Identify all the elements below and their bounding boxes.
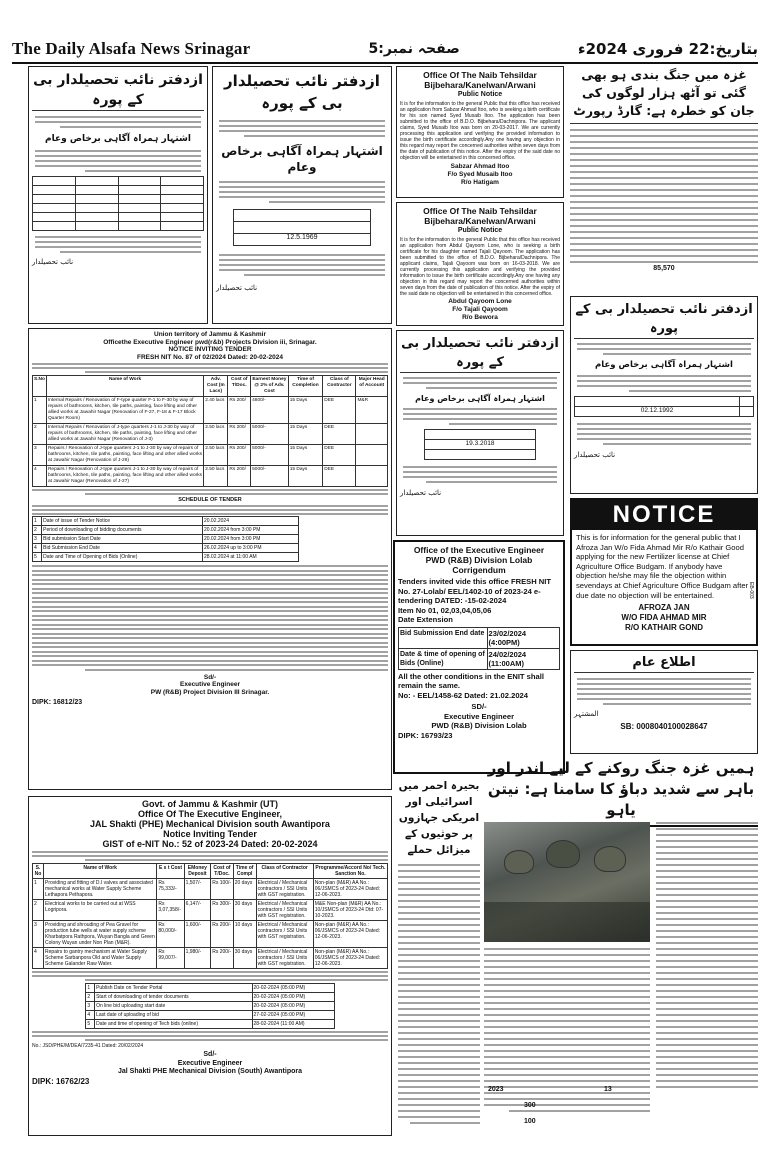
corrigendum-office: Office of the Executive Engineer bbox=[413, 545, 545, 555]
table-cell: Electrical / Mechanical contractors / SSI Units with GST registration. bbox=[256, 921, 313, 948]
notice-body-text-2 bbox=[403, 408, 557, 425]
table-cell: 5000/- bbox=[251, 466, 289, 487]
tender-nit-no: FRESH NIT No. 87 of 02/2024 Dated: 20-02-2024 bbox=[137, 353, 283, 361]
table-cell: Internal Repairs / Renovation of F-type quarter F-1 to F-30 by way of repairs of bathrooms, kitchen, tile paths, painting, face lifting and other allied works at Jawahir Nagar (Renovation of F-27, F-18 & F-17 Block Quarter Room) bbox=[46, 397, 203, 424]
corrigendum-notice bbox=[393, 540, 565, 774]
table-row bbox=[33, 879, 388, 900]
notice-body-text bbox=[35, 116, 201, 128]
table-row bbox=[33, 517, 299, 526]
table-cell: Repairs to gantry mechanism at Water Supply Scheme Sarbanpora Old and Water Supply Scheme Galander Raw Water. bbox=[44, 948, 157, 969]
corrigendum-ext: Date Extension bbox=[398, 615, 453, 624]
dob-value: 12.5.1969 bbox=[234, 234, 371, 246]
table-cell: Providing and fitting of D.I valves and associated mechanical works at Water Supply Scheme Lethapora Pethapora. bbox=[44, 879, 157, 900]
table-cell: Rs 75,333/- bbox=[157, 879, 184, 900]
table-cell: Bid submission Start Date bbox=[42, 535, 203, 544]
sb-account: SB: 0008040100028647 bbox=[620, 722, 708, 731]
story-body-left bbox=[484, 948, 650, 1112]
table-header-cell: Time of Completion bbox=[288, 376, 323, 397]
table-cell: 30 days bbox=[233, 900, 256, 921]
tender-division: JAL Shakti (PHE) Mechanical Division south Awantipora bbox=[90, 819, 330, 829]
applicant-father: F/o Syed Musaib Itoo bbox=[447, 171, 513, 178]
notice-code: EB-003 bbox=[748, 582, 754, 599]
notice-body: It is for the information to the general Public that this office has received an application from Sabzar Ahmad Itoo, who is seeking a birth certificate for his son named Syed Musaib Itoo. The application has been submitted to the office of B.D.O. Bijbehara/Dachnipora. The applicant claims, Syed Musaib Itoo was born on 20-03-2017. We are currently processing this application and verifying the provided information to issue the birth certificate accordingly.Any one having any objection in this regard may report the concerned authorities within seven days from the date of publication of this notice. After the expiry of the said date no objection will be entertained in this concerned office. bbox=[400, 101, 560, 161]
table-cell: 1,507/- bbox=[184, 879, 211, 900]
table-header-cell: Name of Work bbox=[44, 864, 157, 879]
table-cell: DEE bbox=[323, 445, 356, 466]
notice-body-text bbox=[403, 377, 557, 389]
table-cell: Rs 200/ bbox=[228, 466, 251, 487]
tender-sd: Sd/- bbox=[203, 673, 217, 681]
table-cell: 3 bbox=[33, 445, 47, 466]
notice-subtitle: Public Notice bbox=[457, 91, 503, 98]
table-row bbox=[33, 445, 388, 466]
table-header-cell: Cost of T/Doc. bbox=[211, 864, 233, 879]
notice-body-text-2 bbox=[219, 181, 385, 203]
corrigendum-items: Item No 01, 02,03,04,05,06 bbox=[398, 605, 492, 615]
notice-title: اطلاع عام bbox=[574, 654, 754, 673]
table-cell: 20-02-2024 (05:00 PM) bbox=[252, 993, 334, 1002]
table-cell: 2 bbox=[86, 993, 95, 1002]
story-headline: بحیرہ احمر میں اسرائیلی اور امریکی جہازوں پر حوثیوں کے میزائل حملے bbox=[398, 780, 480, 856]
corrigendum-remain: All the other conditions in the ENIT shall remain the same. bbox=[398, 671, 544, 690]
table-header-cell: Major Head of Account bbox=[356, 376, 388, 397]
table-row bbox=[33, 921, 388, 948]
notice-subtitle: اشتہار ہمراہ آگاہی برخاص وعام bbox=[415, 394, 545, 403]
tender-position-text bbox=[32, 489, 388, 495]
table-row bbox=[33, 526, 299, 535]
tehsildar-notice-1 bbox=[28, 66, 208, 324]
tender-intro bbox=[32, 363, 388, 373]
table-cell: 4 bbox=[33, 466, 47, 487]
table-cell: DEE bbox=[323, 397, 356, 424]
table-cell: 4 bbox=[33, 544, 42, 553]
corrigendum-no: No: - EEL/1458-62 Dated: 21.02.2024 bbox=[398, 690, 528, 700]
tender-works-table bbox=[32, 863, 388, 969]
applicant-residence: R/o Hatigam bbox=[461, 179, 499, 186]
table-header-cell: E s t Cost bbox=[157, 864, 184, 879]
tender-sign-title: Executive Engineer bbox=[180, 681, 240, 688]
table-cell: Bid Submission End Date bbox=[42, 544, 203, 553]
story-number-100: 100 bbox=[524, 1118, 536, 1125]
tehsildar-notice-3 bbox=[396, 330, 564, 536]
table-cell: 15 Days bbox=[288, 445, 323, 466]
notice-title: Office Of The Naib Tehsildar Bijbehara/Kanelwan/Arwani bbox=[423, 206, 537, 226]
applicant-name: Sabzar Ahmad Itoo bbox=[450, 163, 510, 170]
notice-body-text bbox=[577, 343, 751, 355]
tender-works-table bbox=[32, 375, 388, 487]
tender-sd: Sd/- bbox=[203, 1051, 217, 1058]
tender-sign-title: Executive Engineer bbox=[177, 1059, 243, 1067]
notice-footer-text bbox=[219, 254, 385, 276]
corrigendum-sign-division: PWD (R&B) Division Lolab bbox=[431, 721, 527, 730]
notice-title: ازدفتر نائب تحصیلدار بی کے پورہ bbox=[32, 70, 204, 111]
tender-note-text bbox=[32, 1031, 388, 1041]
table-cell: 27-02-2024 (05:00 PM) bbox=[252, 1011, 334, 1020]
tender-terms-text bbox=[32, 565, 388, 671]
table-cell: Date and time of opening of Tech bids (online) bbox=[95, 1020, 252, 1029]
corrigendum-division: PWD (R&B) Division Lolab bbox=[425, 555, 533, 565]
table-cell: Non-plan (M&R) AA No.: 06/JSMCS of 2023-24 Dated: 12-06-2023. bbox=[313, 879, 387, 900]
dob-value: 19.3.2018 bbox=[425, 440, 536, 450]
table-cell: On line bid uploading start date bbox=[95, 1002, 252, 1011]
applicant-residence: R/o Bewora bbox=[462, 314, 498, 321]
table-cell: Rs 200/ bbox=[228, 445, 251, 466]
table-cell: 2 bbox=[33, 900, 44, 921]
tender-govt: Govt. of Jammu & Kashmir (UT) bbox=[141, 799, 278, 809]
dob-table bbox=[233, 209, 371, 246]
table-row bbox=[33, 466, 388, 487]
table-cell: 1,980/- bbox=[184, 948, 211, 969]
table-cell: Period of downloading of bidding documents bbox=[42, 526, 203, 535]
bid-open-time: (11:00AM) bbox=[488, 658, 524, 668]
table-cell: 5 bbox=[33, 553, 42, 562]
dob-table bbox=[574, 396, 754, 417]
corrigendum-dates-table bbox=[398, 627, 560, 670]
table-cell: 1 bbox=[33, 517, 42, 526]
table-header-cell: Programme/Accord No/ Tech. Sanction No. bbox=[313, 864, 387, 879]
corrigendum-sign-title: Executive Engineer bbox=[443, 711, 515, 721]
story-body-right bbox=[656, 822, 758, 1088]
applicant-father: F/o Tajali Qayoom bbox=[452, 306, 508, 313]
jal-shakti-tender-notice bbox=[28, 796, 392, 1136]
table-cell: 1 bbox=[33, 397, 47, 424]
table-header-cell: Class of Contractor bbox=[323, 376, 356, 397]
notice-body-text bbox=[577, 678, 751, 705]
table-header-cell: S.No bbox=[33, 376, 47, 397]
table-header-cell: Earnest Money @ 2% of Adv. Cost bbox=[251, 376, 289, 397]
netanyahu-news-story bbox=[484, 758, 758, 1136]
table-cell: 2 bbox=[33, 526, 42, 535]
table-cell: 2 bbox=[33, 424, 47, 445]
notice-subtitle: Public Notice bbox=[457, 227, 503, 234]
tender-heading: Notice Inviting Tender bbox=[163, 829, 257, 839]
masthead bbox=[12, 36, 758, 64]
tender-schedule-table bbox=[85, 983, 334, 1029]
table-cell: 30 days bbox=[233, 948, 256, 969]
table-header-row bbox=[33, 376, 388, 397]
tender-sign-division: Jal Shakti PHE Mechanical Division (South) Awantipora bbox=[118, 1068, 302, 1075]
dob-value: 02.12.1992 bbox=[575, 407, 740, 417]
table-cell: Repairs / Renovation of J-type quarters J-1 to J-30 by way of repairs of bathrooms, kitchen, tile paths, painting, face lifting and other allied works at Jawahir Nagar (Renovation of J-26) bbox=[46, 445, 203, 466]
table-cell: Rs 200/ bbox=[228, 424, 251, 445]
story-number-13: 13 bbox=[604, 1086, 612, 1093]
table-header-cell: Adv. Cost (In Lacs) bbox=[204, 376, 228, 397]
corrigendum-body: Tenders invited vide this office FRESH NIT No. 27-Lolab/ EEL/1402-10 of 2023-24 e-tendering DATED: -15-02-2024 bbox=[398, 577, 552, 605]
table-header-cell: Class of Contractor bbox=[256, 864, 313, 879]
notice-title: ازدفتر نائب تحصیلدار بی کے پورہ bbox=[400, 334, 560, 373]
table-header-cell: S. No bbox=[33, 864, 44, 879]
notice-body: This is for information for the general public that I Afroza Jan W/o Fida Ahmad Mir R/o Kathair Good applying for the new Fertilizer license at Chief Agriculture Office Budgam. If anybody have objection he/she may file the objection within sevendays at Chief Agriculture Office Budgam after due date no objection will be entertained. bbox=[576, 533, 749, 600]
table-cell: 5 bbox=[86, 1020, 95, 1029]
table-cell: 3 bbox=[33, 535, 42, 544]
table-cell: DEE bbox=[323, 424, 356, 445]
table-cell: 2.40 lacs bbox=[204, 397, 228, 424]
soldiers-photo bbox=[484, 822, 650, 942]
table-row bbox=[86, 1011, 334, 1020]
page-number: صفحہ نمبر:5 bbox=[368, 41, 460, 57]
applicant-name: Abdul Qayoom Lone bbox=[448, 298, 512, 305]
issue-date: بتاریخ:22 فروری 2024ء bbox=[577, 40, 758, 58]
table-row bbox=[33, 544, 299, 553]
table-cell: Publish Date on Tender Portal bbox=[95, 984, 252, 993]
table-row bbox=[33, 535, 299, 544]
table-cell: Internal Repairs / Renovation of J-type quarters J-1 to J-30 by way of repairs of bathrooms, kitchen, tile paths, painting, face lifting and other allied works at Jawahir Nagar (Renovation of J-3) bbox=[46, 424, 203, 445]
tender-ut: Union territory of Jammu & Kashmir bbox=[154, 331, 266, 338]
table-cell: Rs 200/ bbox=[228, 397, 251, 424]
table-cell: Non-plan (M&R) AA No.: 06/JSMCS of 2023-24 Dated: 12-06-2023. bbox=[313, 921, 387, 948]
table-cell: Electrical / Mechanical contractors / SSI Units with GST registration. bbox=[256, 948, 313, 969]
schedule-intro bbox=[32, 505, 388, 515]
table-header-cell: Time of Compl bbox=[233, 864, 256, 879]
notice-footer-text bbox=[577, 423, 751, 445]
notice-banner: NOTICE bbox=[572, 500, 756, 530]
table-cell bbox=[356, 424, 388, 445]
notice-signature: نائب تحصیلدار bbox=[216, 284, 258, 292]
notice-footer-text bbox=[403, 466, 557, 483]
corrigendum-dipk: DIPK: 16793/23 bbox=[398, 730, 453, 740]
table-cell: Rs 200/- bbox=[211, 921, 233, 948]
table-row bbox=[33, 948, 388, 969]
notice-title: ازدفتر نائب تحصیلدار بی کے پورہ bbox=[224, 72, 380, 112]
table-cell: 28-02-2024 (11:00 AM) bbox=[252, 1020, 334, 1029]
bid-open-label: Date & time of opening of Bids (Online) bbox=[399, 648, 488, 669]
table-cell: Electrical / Mechanical contractors / SSI Units with GST registration. bbox=[256, 900, 313, 921]
notice-body-text-2 bbox=[577, 375, 751, 392]
story-headline: ہمیں غزہ جنگ روکنے کے لیے اندر اور باہر سے شدید دباؤ کا سامنا ہے: نیتن یاہو bbox=[484, 758, 758, 827]
table-cell: Last date of uploading of bid bbox=[95, 1011, 252, 1020]
table-row bbox=[33, 900, 388, 921]
table-cell: Start of downloading of tender documents bbox=[95, 993, 252, 1002]
table-cell bbox=[356, 445, 388, 466]
table-cell: 5000/- bbox=[251, 445, 289, 466]
notice-subtitle: اشتہار ہمراہ آگاہی برخاص وعام bbox=[595, 360, 733, 370]
bid-end-label: Bid Submission End date bbox=[399, 627, 488, 648]
tender-office: Office Of The Executive Engineer, bbox=[137, 809, 283, 819]
birth-notice-1 bbox=[396, 66, 564, 198]
table-cell: 6,147/- bbox=[184, 900, 211, 921]
table-cell: Date of issue of Tender Notice bbox=[42, 517, 203, 526]
notice-body-text-2 bbox=[35, 150, 201, 172]
tender-sign-division: PW (R&B) Project Division III Srinagar. bbox=[150, 688, 270, 696]
story-number-2023: 2023 bbox=[488, 1086, 504, 1093]
public-notice-ittila bbox=[570, 650, 758, 754]
table-cell: 4800/- bbox=[251, 397, 289, 424]
notice-signature: نائب تحصیلدار bbox=[32, 258, 74, 266]
table-row bbox=[86, 1020, 334, 1029]
table-header-cell: Cost of T/Doc. bbox=[228, 376, 251, 397]
birth-notice-2 bbox=[396, 202, 564, 326]
table-row bbox=[33, 397, 388, 424]
table-cell: 4 bbox=[33, 948, 44, 969]
tender-schedule-table bbox=[32, 516, 299, 562]
table-cell: Providing and shrouding of Pea Gravel for production tube wells at water supply scheme Kharbatpora Rathpora, Wuyan Bangla and Green Colony Wuyan under Non Plan (M&R). bbox=[44, 921, 157, 948]
table-cell: DEE bbox=[323, 466, 356, 487]
table-cell: Electrical / Mechanical contractors / SSI Units with GST registration. bbox=[256, 879, 313, 900]
corrigendum-title: Corrigendum bbox=[452, 565, 506, 575]
tender-dipk: DIPK: 16762/23 bbox=[32, 1076, 90, 1086]
tender-mid-text bbox=[32, 971, 388, 981]
dob-table bbox=[424, 429, 536, 460]
table-cell: 28.02.2024 at 11:00 AM bbox=[202, 553, 298, 562]
notice-sig-address: R/O KATHAIR GOND bbox=[624, 623, 704, 633]
fertilizer-notice bbox=[570, 498, 758, 646]
notice-sig-father: W/O FIDA AHMAD MIR bbox=[621, 613, 707, 623]
notice-signature: نائب تحصیلدار bbox=[574, 451, 616, 459]
table-cell: 15 Days bbox=[288, 397, 323, 424]
bid-open-date: 24/02/2024 bbox=[488, 649, 527, 659]
table-cell: 1,600/- bbox=[184, 921, 211, 948]
table-cell: 4 bbox=[86, 1011, 95, 1020]
story-number-300: 300 bbox=[524, 1102, 536, 1109]
table-cell: 2.50 lacs bbox=[204, 424, 228, 445]
notice-title: ازدفتر نائب تحصیلدار بی کے پورہ bbox=[574, 300, 754, 339]
notice-subtitle: اشتہار ہمراہ آگاہی برخاص وعام bbox=[221, 144, 383, 174]
tehsildar-notice-2 bbox=[212, 66, 392, 324]
table-cell: Non-plan (M&R) AA No.: 06/JSMCS of 2023-24 Dated: 12-06-2023. bbox=[313, 948, 387, 969]
table-cell: 20-02-2024 (05:00 PM) bbox=[252, 984, 334, 993]
story-body bbox=[398, 864, 480, 1124]
table-row bbox=[86, 984, 334, 993]
table-cell: 15 Days bbox=[288, 424, 323, 445]
tender-gist: GIST of e-NIT No.: 52 of 2023-24 Dated: 20-02-2024 bbox=[102, 839, 318, 849]
table-cell: 20.02.2024 from 3:00 PM bbox=[202, 535, 298, 544]
table-header-row bbox=[33, 864, 388, 879]
houthi-news-story bbox=[398, 778, 480, 1134]
table-cell: 10 days bbox=[233, 921, 256, 948]
table-cell: Rs 100/- bbox=[211, 879, 233, 900]
tehsildar-notice-4 bbox=[570, 296, 758, 494]
story-body bbox=[570, 129, 758, 263]
table-cell: Electrical works to be carried out at WSS Logripora. bbox=[44, 900, 157, 921]
table-row bbox=[33, 553, 299, 562]
table-cell: 20.02.2024 bbox=[202, 517, 298, 526]
table-row bbox=[86, 993, 334, 1002]
table-header-cell: Name of Work bbox=[46, 376, 203, 397]
table-cell: 20-02-2024 (05:00 PM) bbox=[252, 1002, 334, 1011]
table-cell: 26.02.2024 up to 3:00 PM bbox=[202, 544, 298, 553]
bid-end-time: (4:00PM) bbox=[488, 637, 520, 647]
table-cell: M&E Non-plan (M&R) AA No.: 10/JSMCS of 2023-24 Dtd: 07-10-2023. bbox=[313, 900, 387, 921]
notice-title: Office Of The Naib Tehsildar Bijbehara/Kanelwan/Arwani bbox=[423, 70, 537, 90]
table-cell: 20.02.2024 from 3:00 PM bbox=[202, 526, 298, 535]
schedule-title: SCHEDULE OF TENDER bbox=[178, 497, 242, 503]
paper-name: The Daily Alsafa News Srinagar bbox=[12, 39, 251, 58]
table-cell: 1 bbox=[33, 879, 44, 900]
story-figure: 85,570 bbox=[653, 265, 675, 272]
table-cell: 2.50 lacs bbox=[204, 445, 228, 466]
tender-dipk: DIPK: 16812/23 bbox=[32, 699, 83, 706]
notice-body-text bbox=[219, 120, 385, 137]
tender-office: Officethe Executive Engineer pwd(r&b) Projects Division iii, Srinagar. bbox=[103, 338, 317, 346]
story-headline: غزہ میں جنگ بندی ہو بھی گئی تو آٹھ ہزار لوگوں کی جان کو خطرہ ہے: گارڈ رپورٹ bbox=[570, 66, 758, 124]
table-cell: Rs 80,000/- bbox=[157, 921, 184, 948]
notice-subtitle: اشتہار ہمراہ آگاہی برخاص وعام bbox=[45, 134, 191, 144]
corrigendum-sd: SD/- bbox=[471, 702, 487, 711]
table-cell: Rs 3,07,358/- bbox=[157, 900, 184, 921]
table-cell: 15 Days bbox=[288, 466, 323, 487]
table-cell: 3 bbox=[33, 921, 44, 948]
heirs-table bbox=[32, 176, 204, 231]
table-cell: 2.50 lacs bbox=[204, 466, 228, 487]
table-cell: 5000/- bbox=[251, 424, 289, 445]
tender-heading: NOTICE INVITING TENDER bbox=[168, 346, 252, 353]
pwd-tender-notice bbox=[28, 328, 392, 790]
bid-end-date: 23/02/2024 bbox=[488, 628, 527, 638]
table-cell: Rs 200/- bbox=[211, 948, 233, 969]
table-cell: 20 days bbox=[233, 879, 256, 900]
notice-body: It is for the information to the general Public that this office has received an application from Abdul Qayoom Lone, who is seeking a birth certificate for his daughter named Tajali Qayoom. The application has been submitted to the office of B.D.O. Bijbehara/Dachnipora. The applicant claims, Tajali Qayoom was born on 16-03-2018. We are currently processing this application and verifying the provided information to issue the birth certificate accordingly.Any one having any objection in this regard may report the concerned authorities within seven days from the date of publication of this notice. After the expiry of the said date no objection will be entertained in this concerned office. bbox=[400, 237, 560, 297]
table-cell: Repairs / Renovation of J-type quarters J-1 to J-30 by way of repairs of bathrooms, kitchen, tile paths, painting, face lifting and other allied works at Jawahir Nagar (Renovation of J-27) bbox=[46, 466, 203, 487]
table-cell: Date and Time of Opening of Bids (Online) bbox=[42, 553, 203, 562]
table-cell: Rs 300/- bbox=[211, 900, 233, 921]
notice-footer-text bbox=[35, 236, 201, 253]
table-header-cell: EMoney Deposit bbox=[184, 864, 211, 879]
table-cell bbox=[356, 466, 388, 487]
table-cell: M&R bbox=[356, 397, 388, 424]
table-cell: Rs 99,007/- bbox=[157, 948, 184, 969]
notice-footer: المشتہر bbox=[574, 710, 599, 718]
table-row bbox=[86, 1002, 334, 1011]
table-cell: 1 bbox=[86, 984, 95, 993]
notice-sig-name: AFROZA JAN bbox=[638, 603, 690, 613]
notice-signature: نائب تحصیلدار bbox=[400, 489, 442, 497]
table-row bbox=[33, 424, 388, 445]
gaza-news-story bbox=[570, 66, 758, 292]
tender-intro bbox=[32, 851, 388, 861]
tender-letter-no: No.: JSD/PHE/M/DEA/7235-41 Dated: 20/02/2024 bbox=[32, 1043, 144, 1049]
table-cell: 3 bbox=[86, 1002, 95, 1011]
